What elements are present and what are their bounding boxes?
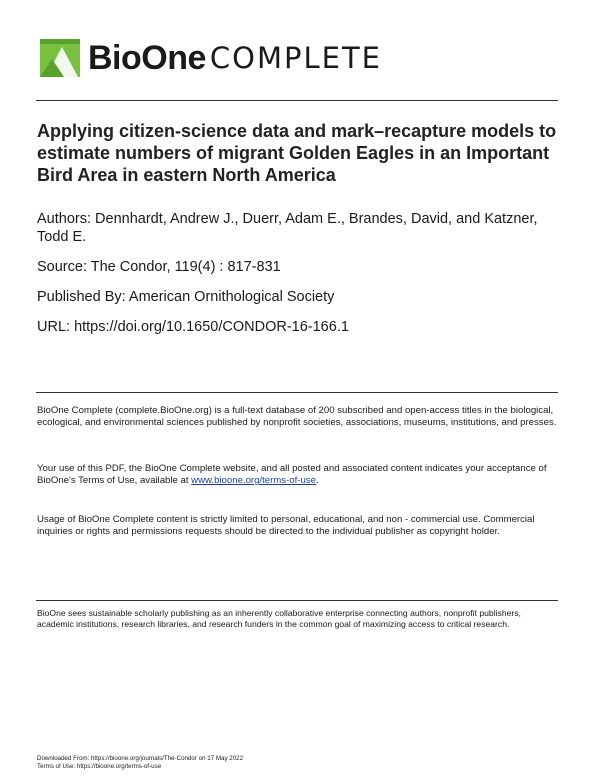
lower-divider [36,600,558,601]
top-divider [36,100,558,101]
article-title: Applying citizen-science data and mark–recapture models to estimate numbers of migrant Golden Eagles in an Important Bird Area in eastern North America [37,121,557,185]
mission-statement: BioOne sees sustainable scholarly publishing as an inherently collaborative enterprise connecting authors, nonprofit publishers, academic institutions, research libraries, and research funders in the common goal of maximizing access to critical research. [37,608,521,629]
bioone-logo [40,38,382,78]
download-footer [37,755,557,771]
bioone-leaf-logo-icon [40,39,80,77]
terms-notice [37,463,557,487]
article-publisher: Published By: American Ornithological Society [37,289,335,305]
logo-wordmark-bioone: BioOne [88,38,206,77]
bioone-description: BioOne Complete (complete.BioOne.org) is a full-text database of 200 subscribed and open-access titles in the biological, ecological, and environmental sciences published by nonprofit societies, associations, museums, institutions, and presses. [37,405,557,428]
terms-suffix: . [315,475,319,486]
terms-of-use-link[interactable]: www.bioone.org/terms-of-use [191,475,316,486]
middle-divider [36,392,558,393]
usage-notice: Usage of BioOne Complete content is strictly limited to personal, educational, and non - commercial use. Commercial inquiries or rights and permissions requests should be directed to the individual publisher as copyright holder. [37,514,535,537]
terms-text: Your use of this PDF, the BioOne Complete website, and all posted and associated content indicates your acceptance of BioOne's Terms of Use, available at [37,463,547,486]
article-source: Source: The Condor, 119(4) : 817-831 [37,259,281,275]
article-url: URL: https://doi.org/10.1650/CONDOR-16-166.1 [37,319,349,335]
logo-wordmark-complete: COMPLETE [209,41,383,75]
downloaded-from-line: Downloaded From: https://bioone.org/journals/The-Condor on 17 May 2022 [37,755,244,762]
terms-of-use-line: Terms of Use: https://bioone.org/terms-of-use [37,763,162,770]
article-authors: Authors: Dennhardt, Andrew J., Duerr, Adam E., Brandes, David, and Katzner, Todd E. [37,211,538,245]
